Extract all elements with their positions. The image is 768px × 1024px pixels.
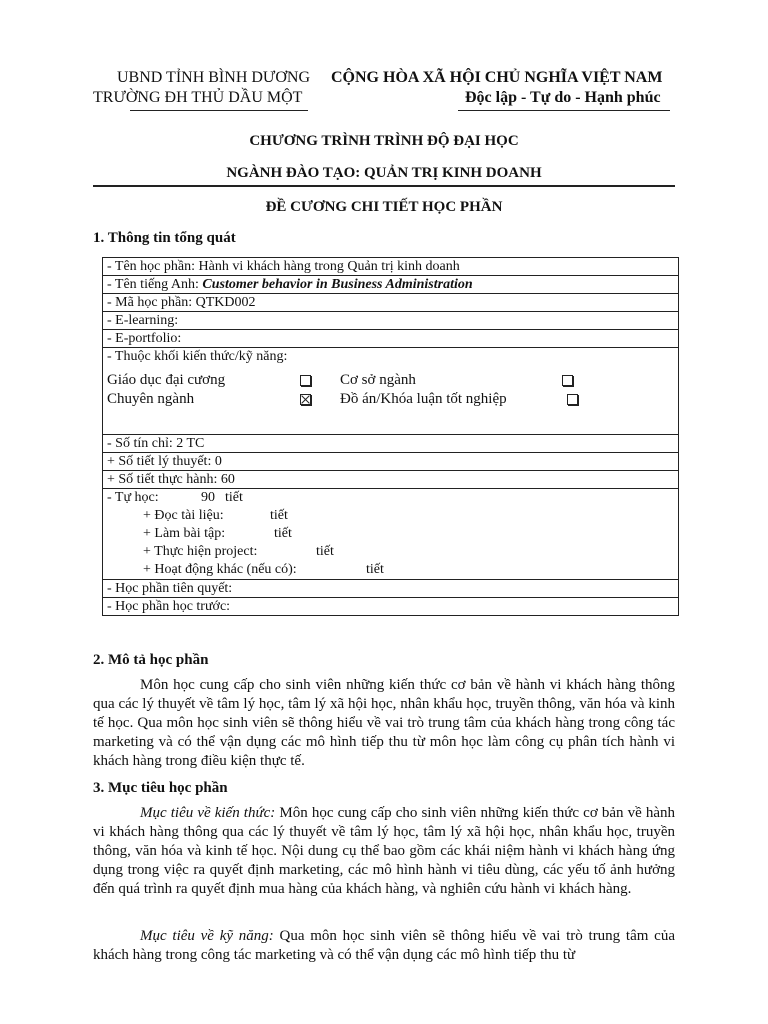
skill-objective-text: Qua môn học sinh viên sẽ thông hiểu về vai trò trung tâm của khách hàng trong công tác marketing và có thể vận dụng các mô hình tiếp thu từ — [93, 928, 675, 963]
exercises-unit: tiết — [274, 526, 292, 541]
elearning: - E-learning: — [103, 312, 679, 330]
self-study-cell — [103, 489, 679, 580]
description-paragraph — [93, 676, 675, 771]
general-education-label: Giáo dục đại cương — [107, 372, 226, 388]
specialized-label: Chuyên ngành — [107, 391, 195, 407]
section-objectives-heading: 3. Mục tiêu học phần — [93, 780, 228, 796]
table-row — [103, 453, 679, 471]
knowledge-objective-label: Mục tiêu về kiến thức: — [140, 805, 276, 821]
course-code: - Mã học phần: QTKD002 — [103, 294, 679, 312]
title-rule — [93, 185, 675, 187]
knowledge-row-2 — [107, 390, 678, 409]
outline-title: ĐỀ CƯƠNG CHI TIẾT HỌC PHẦN — [265, 199, 503, 215]
section-description-heading: 2. Mô tả học phần — [93, 652, 209, 668]
knowledge-block-cell — [103, 348, 679, 435]
knowledge-block-label: - Thuộc khối kiến thức/kỹ năng: — [107, 349, 288, 364]
school-name: TRƯỜNG ĐH THỦ DẦU MỘT — [93, 89, 303, 106]
foundation-major-checkbox[interactable] — [562, 375, 573, 386]
reading-unit: tiết — [270, 508, 288, 523]
project-unit: tiết — [316, 544, 334, 559]
table-row — [103, 435, 679, 453]
specialized-checkbox[interactable] — [300, 394, 311, 405]
agency-name: UBND TỈNH BÌNH DƯƠNG — [117, 69, 310, 86]
project-label: + Thực hiện project: — [143, 544, 258, 559]
thesis-checkbox[interactable] — [567, 394, 578, 405]
table-row — [103, 580, 679, 598]
table-row — [103, 348, 679, 435]
exercises-label: + Làm bài tập: — [143, 526, 226, 541]
english-name-value: Customer behavior in Business Administration — [202, 277, 473, 292]
english-name — [103, 276, 679, 294]
table-row — [103, 294, 679, 312]
table-row — [103, 471, 679, 489]
thesis-label: Đồ án/Khóa luận tốt nghiệp — [340, 391, 507, 407]
description-text: Môn học cung cấp cho sinh viên những kiến thức cơ bản về hành vi khách hàng thông qua các lý thuyết về tâm lý học, tâm lý xã hội học, nhân khẩu học, truyền thông, văn hóa và kinh tế học. Qua môn học sinh viên sẽ thông hiểu về vai trò trung tâm của khách hàng trong công tác marketing và có thể vận dụng các mô hình tiếp thu từ môn học làm công cụ phân tích hành vi khách hàng trong điều kiện thực tế. — [93, 677, 675, 769]
knowledge-row-1 — [107, 371, 678, 390]
self-study-label: - Tự học: — [107, 490, 159, 505]
other-label: + Hoạt động khác (nếu có): — [143, 562, 297, 577]
general-education-checkbox[interactable] — [300, 375, 311, 386]
reading-label: + Đọc tài liệu: — [143, 508, 224, 523]
table-row — [103, 598, 679, 616]
program-title: CHƯƠNG TRÌNH TRÌNH ĐỘ ĐẠI HỌC — [249, 133, 519, 149]
credits: - Số tín chỉ: 2 TC — [103, 435, 679, 453]
previous-course: - Học phần học trước: — [103, 598, 679, 616]
practice-hours: + Số tiết thực hành: 60 — [103, 471, 679, 489]
other-unit: tiết — [366, 562, 384, 577]
self-study-value: 90 — [201, 490, 215, 505]
self-study-unit: tiết — [225, 490, 243, 505]
skill-objective-paragraph — [93, 927, 675, 965]
major-title: NGÀNH ĐÀO TẠO: QUẢN TRỊ KINH DOANH — [226, 165, 542, 181]
table-row — [103, 330, 679, 348]
english-name-label: - Tên tiếng Anh: — [107, 277, 203, 292]
eportfolio: - E-portfolio: — [103, 330, 679, 348]
course-info-table — [102, 257, 679, 616]
table-row — [103, 312, 679, 330]
school-underline — [130, 110, 308, 111]
national-title: CỘNG HÒA XÃ HỘI CHỦ NGHĨA VIỆT NAM — [331, 69, 663, 86]
theory-hours: + Số tiết lý thuyết: 0 — [103, 453, 679, 471]
course-name: - Tên học phần: Hành vi khách hàng trong Quản trị kinh doanh — [103, 258, 679, 276]
knowledge-objective-paragraph — [93, 804, 675, 899]
foundation-major-label: Cơ sở ngành — [340, 372, 416, 388]
skill-objective-label: Mục tiêu về kỹ năng: — [140, 928, 274, 944]
table-row — [103, 258, 679, 276]
table-row — [103, 489, 679, 580]
prerequisite: - Học phần tiên quyết: — [103, 580, 679, 598]
motto-underline — [458, 110, 670, 111]
section-general-info-heading: 1. Thông tin tổng quát — [93, 230, 236, 246]
knowledge-objective-text: Môn học cung cấp cho sinh viên những kiến thức cơ bản về hành vi khách hàng thông qua các lý thuyết về tâm lý học, tâm lý xã hội học, nhân khẩu học, truyền thông, văn hóa và kinh tế học. Nội dung cụ thể bao gồm các khái niệm hành vi khách hàng ứng dụng trong việc ra quyết định marketing, các mô hình hành vi tiêu dùng, các yếu tố ảnh hưởng đến quá trình ra quyết định mua hàng của khách hàng, và nghiên cứu hành vi khách hàng. — [93, 805, 675, 897]
table-row — [103, 276, 679, 294]
national-motto: Độc lập - Tự do - Hạnh phúc — [465, 89, 661, 106]
